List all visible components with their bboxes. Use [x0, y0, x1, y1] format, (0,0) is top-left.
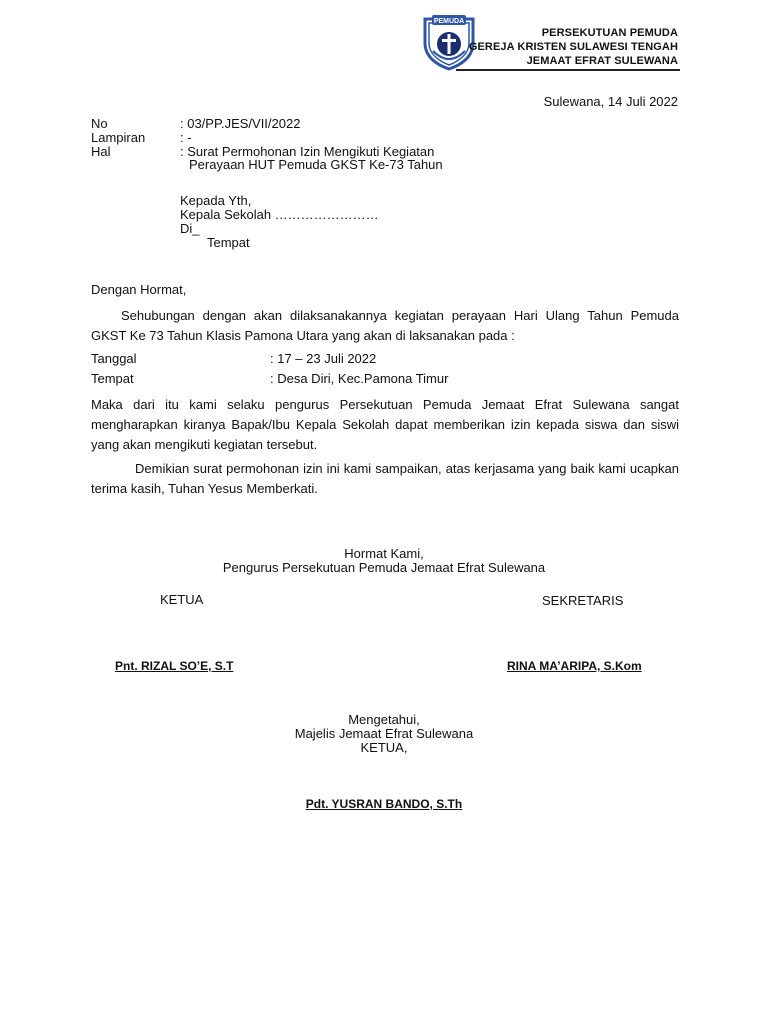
org-name-line1: PERSEKUTUAN PEMUDA	[541, 27, 678, 39]
header-rule	[456, 69, 680, 71]
meta-no-value: : 03/PP.JES/VII/2022	[180, 116, 301, 131]
closing-line1: Hormat Kami,	[344, 546, 424, 561]
meta-lampiran-label: Lampiran	[91, 130, 146, 145]
signatory-right-title: SEKRETARIS	[542, 593, 624, 608]
event-place-value: : Desa Diri, Kec.Pamona Timur	[270, 371, 449, 386]
salutation: Dengan Hormat,	[91, 282, 187, 297]
meta-hal-label: Hal	[91, 144, 111, 159]
approval-line1: Mengetahui,	[348, 712, 420, 727]
org-name-line2: GEREJA KRISTEN SULAWESI TENGAH	[468, 41, 678, 53]
event-date-label: Tanggal	[91, 351, 137, 366]
event-place-label: Tempat	[91, 371, 134, 386]
body-paragraph-2: Maka dari itu kami selaku pengurus Persekutuan Pemuda Jemaat Efrat Sulewana sangat mengharapkan kiranya Bapak/Ibu Kepala Sekolah dapat memberikan izin kepada siswa dan siswi yang akan mengikuti kegiatan tersebut.	[91, 397, 679, 452]
event-date-value: : 17 – 23 Juli 2022	[270, 351, 377, 366]
meta-lampiran-value: : -	[180, 130, 192, 145]
recipient-line2: Kepala Sekolah ……………………	[180, 207, 379, 222]
body-paragraph-1: Sehubungan dengan akan dilaksanakannya kegiatan perayaan Hari Ulang Tahun Pemuda GKST Ke 73 Tahun Klasis Pamona Utara yang akan di laksanakan pada :	[91, 308, 679, 343]
signatory-left-title: KETUA	[160, 592, 204, 607]
meta-hal-line2: Perayaan HUT Pemuda GKST Ke-73 Tahun	[189, 157, 443, 172]
recipient-line3: Di_	[180, 221, 200, 236]
body-paragraph-3: Demikian surat permohonan izin ini kami sampaikan, atas kerjasama yang baik kami ucapkan terima kasih, Tuhan Yesus Memberkati.	[91, 461, 679, 496]
signatory-left-name: Pnt. RIZAL SO’E, S.T	[115, 659, 234, 673]
logo-label: PEMUDA	[433, 18, 465, 25]
recipient-line4: Tempat	[207, 235, 250, 250]
meta-hal-value: : Surat Permohonan Izin Mengikuti Kegiatan	[180, 144, 435, 159]
approval-signatory-name: Pdt. YUSRAN BANDO, S.Th	[305, 797, 463, 811]
org-name-line3: JEMAAT EFRAT SULEWANA	[526, 55, 678, 67]
meta-no-label: No	[91, 116, 108, 131]
date-place: Sulewana, 14 Juli 2022	[543, 94, 678, 109]
closing-line2: Pengurus Persekutuan Pemuda Jemaat Efrat Sulewana	[222, 560, 546, 575]
recipient-line1: Kepada Yth,	[180, 193, 252, 208]
signatory-right-name: RINA MA’ARIPA, S.Kom	[507, 659, 642, 673]
approval-line2: Majelis Jemaat Efrat Sulewana	[294, 726, 474, 741]
approval-line3: KETUA,	[360, 740, 408, 755]
